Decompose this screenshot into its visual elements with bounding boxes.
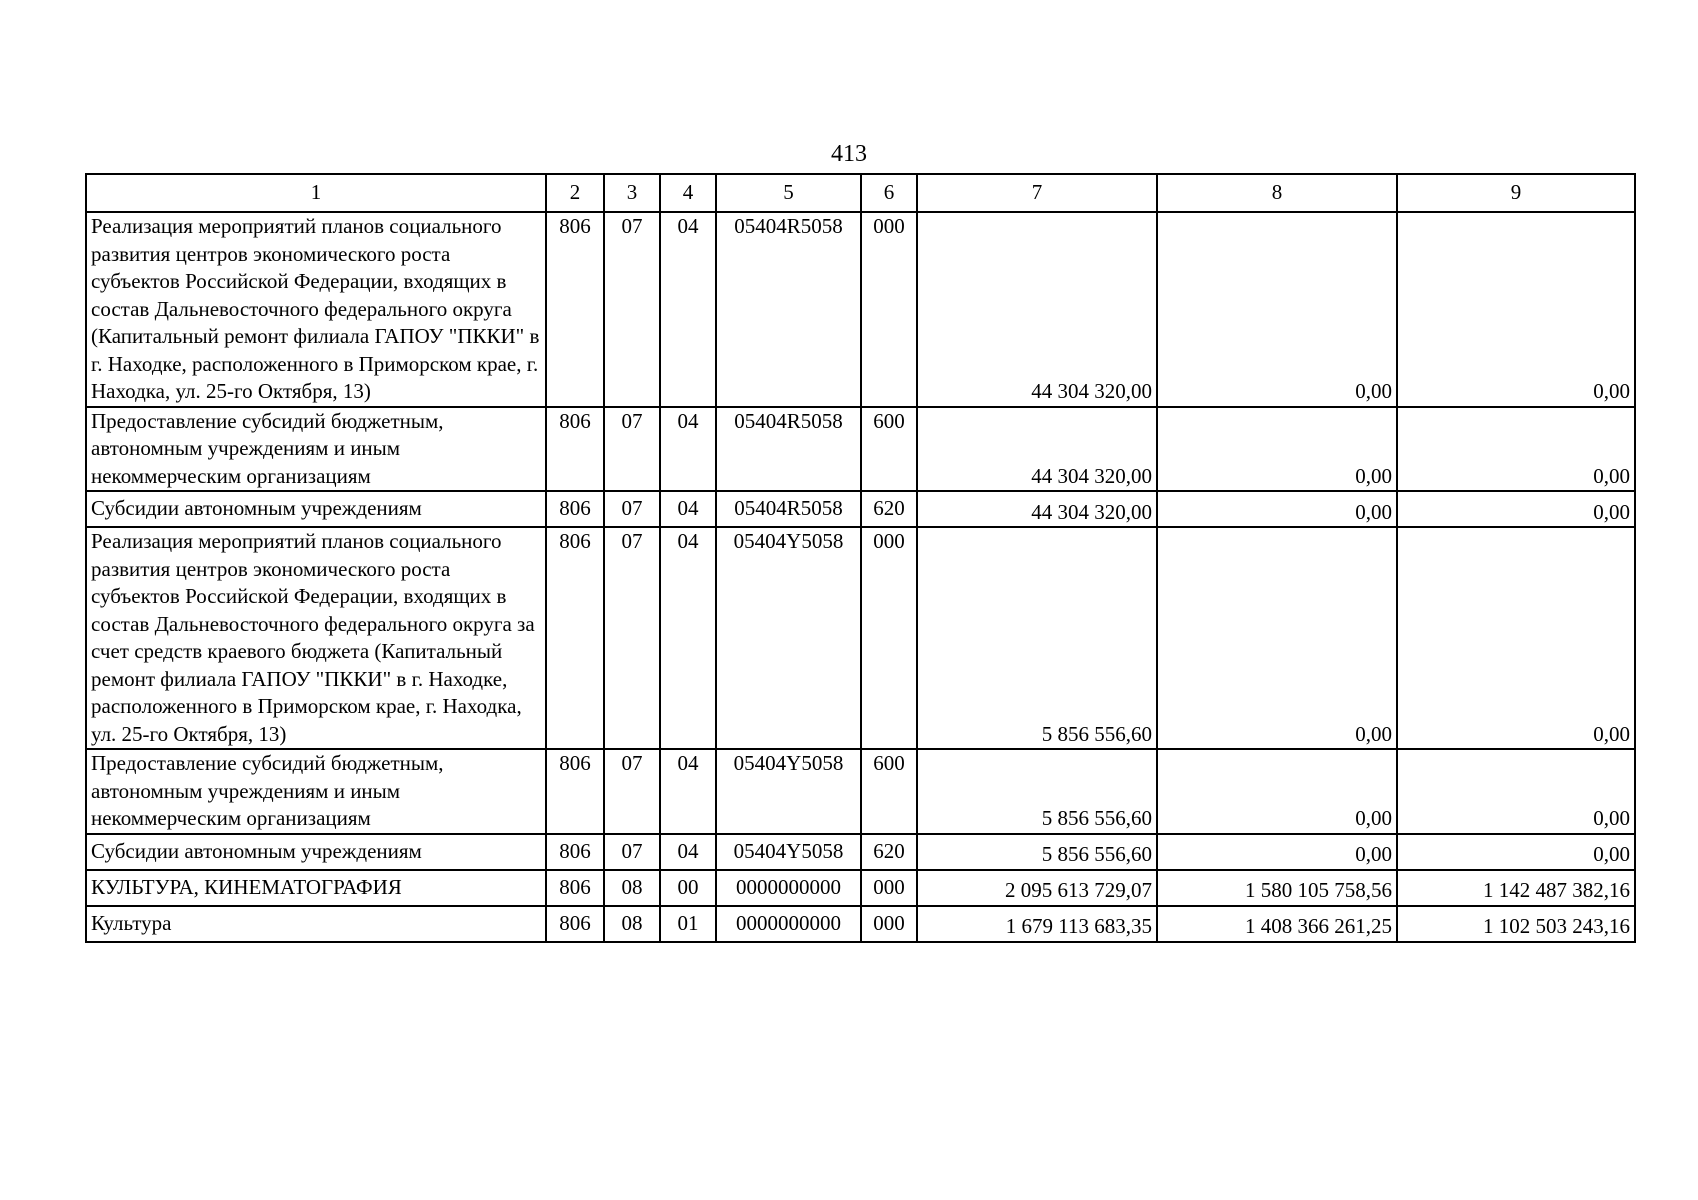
- cell-code: 620: [861, 834, 917, 870]
- cell-amount: 1 408 366 261,25: [1157, 906, 1397, 942]
- cell-code: 806: [546, 407, 604, 492]
- header-row: [86, 174, 1635, 212]
- cell-code: 04: [660, 527, 716, 749]
- column-header: 4: [660, 174, 716, 212]
- row-name: Предоставление субсидий бюджетным, автономным учреждениям и иным некоммерческим организациям: [86, 749, 546, 834]
- cell-amount: 44 304 320,00: [917, 491, 1157, 527]
- cell-amount: 1 142 487 382,16: [1397, 870, 1635, 906]
- cell-code: 000: [861, 870, 917, 906]
- column-header: 1: [86, 174, 546, 212]
- column-header: 5: [716, 174, 861, 212]
- cell-amount: 0,00: [1157, 834, 1397, 870]
- cell-code: 07: [604, 491, 660, 527]
- cell-amount: 0,00: [1397, 749, 1635, 834]
- cell-amount: 0,00: [1397, 407, 1635, 492]
- cell-code: 806: [546, 906, 604, 942]
- cell-code: 07: [604, 749, 660, 834]
- page-number: 413: [831, 141, 867, 167]
- table-row: [86, 834, 1635, 870]
- cell-amount: 2 095 613 729,07: [917, 870, 1157, 906]
- cell-code: 08: [604, 906, 660, 942]
- cell-code: 01: [660, 906, 716, 942]
- column-header: 6: [861, 174, 917, 212]
- column-header: 9: [1397, 174, 1635, 212]
- table-row: [86, 527, 1635, 749]
- cell-code: 05404R5058: [716, 407, 861, 492]
- row-name: Субсидии автономным учреждениям: [86, 491, 546, 527]
- cell-code: 806: [546, 491, 604, 527]
- cell-code: 600: [861, 749, 917, 834]
- cell-code: 05404Y5058: [716, 749, 861, 834]
- table-row: [86, 212, 1635, 407]
- cell-amount: 5 856 556,60: [917, 749, 1157, 834]
- cell-code: 05404R5058: [716, 212, 861, 407]
- cell-amount: 0,00: [1157, 212, 1397, 407]
- cell-code: 000: [861, 906, 917, 942]
- cell-amount: 0,00: [1157, 491, 1397, 527]
- row-name: Культура: [86, 906, 546, 942]
- table-row: [86, 407, 1635, 492]
- cell-code: 08: [604, 870, 660, 906]
- cell-code: 05404Y5058: [716, 834, 861, 870]
- cell-code: 806: [546, 834, 604, 870]
- cell-code: 806: [546, 527, 604, 749]
- table-row: [86, 906, 1635, 942]
- cell-code: 04: [660, 212, 716, 407]
- cell-code: 0000000000: [716, 906, 861, 942]
- cell-amount: 44 304 320,00: [917, 407, 1157, 492]
- cell-amount: 0,00: [1157, 749, 1397, 834]
- cell-code: 04: [660, 491, 716, 527]
- cell-amount: 0,00: [1397, 527, 1635, 749]
- cell-code: 07: [604, 527, 660, 749]
- cell-code: 07: [604, 212, 660, 407]
- cell-amount: 1 102 503 243,16: [1397, 906, 1635, 942]
- row-name: Субсидии автономным учреждениям: [86, 834, 546, 870]
- cell-code: 04: [660, 749, 716, 834]
- budget-table: [85, 173, 1636, 943]
- cell-code: 00: [660, 870, 716, 906]
- cell-amount: 5 856 556,60: [917, 834, 1157, 870]
- cell-amount: 1 580 105 758,56: [1157, 870, 1397, 906]
- table-row: [86, 749, 1635, 834]
- cell-code: 806: [546, 870, 604, 906]
- row-name: Реализация мероприятий планов социального развития центров экономического роста субъектов Российской Федерации, входящих в состав Дальневосточного федерального округа за счет средств краевого бюджета (Капитальный ремонт филиала ГАПОУ "ПККИ" в г. Находке, расположенного в Приморском крае, г. Находка, ул. 25-го Октября, 13): [86, 527, 546, 749]
- table-row: [86, 491, 1635, 527]
- cell-code: 05404Y5058: [716, 527, 861, 749]
- row-name: Реализация мероприятий планов социального развития центров экономического роста субъектов Российской Федерации, входящих в состав Дальневосточного федерального округа (Капитальный ремонт филиала ГАПОУ "ПККИ" в г. Находке, расположенного в Приморском крае, г. Находка, ул. 25-го Октября, 13): [86, 212, 546, 407]
- cell-amount: 1 679 113 683,35: [917, 906, 1157, 942]
- cell-code: 000: [861, 212, 917, 407]
- cell-amount: 0,00: [1157, 407, 1397, 492]
- column-header: 2: [546, 174, 604, 212]
- row-name: КУЛЬТУРА, КИНЕМАТОГРАФИЯ: [86, 870, 546, 906]
- cell-code: 806: [546, 749, 604, 834]
- cell-code: 620: [861, 491, 917, 527]
- column-header: 7: [917, 174, 1157, 212]
- cell-code: 04: [660, 834, 716, 870]
- cell-amount: 0,00: [1397, 212, 1635, 407]
- cell-code: 000: [861, 527, 917, 749]
- cell-code: 806: [546, 212, 604, 407]
- cell-amount: 0,00: [1397, 491, 1635, 527]
- cell-amount: 0,00: [1397, 834, 1635, 870]
- cell-code: 0000000000: [716, 870, 861, 906]
- cell-amount: 44 304 320,00: [917, 212, 1157, 407]
- cell-code: 04: [660, 407, 716, 492]
- row-name: Предоставление субсидий бюджетным, автономным учреждениям и иным некоммерческим организациям: [86, 407, 546, 492]
- cell-code: 05404R5058: [716, 491, 861, 527]
- cell-code: 07: [604, 407, 660, 492]
- cell-code: 07: [604, 834, 660, 870]
- table-row: [86, 870, 1635, 906]
- column-header: 3: [604, 174, 660, 212]
- cell-amount: 0,00: [1157, 527, 1397, 749]
- cell-amount: 5 856 556,60: [917, 527, 1157, 749]
- column-header: 8: [1157, 174, 1397, 212]
- cell-code: 600: [861, 407, 917, 492]
